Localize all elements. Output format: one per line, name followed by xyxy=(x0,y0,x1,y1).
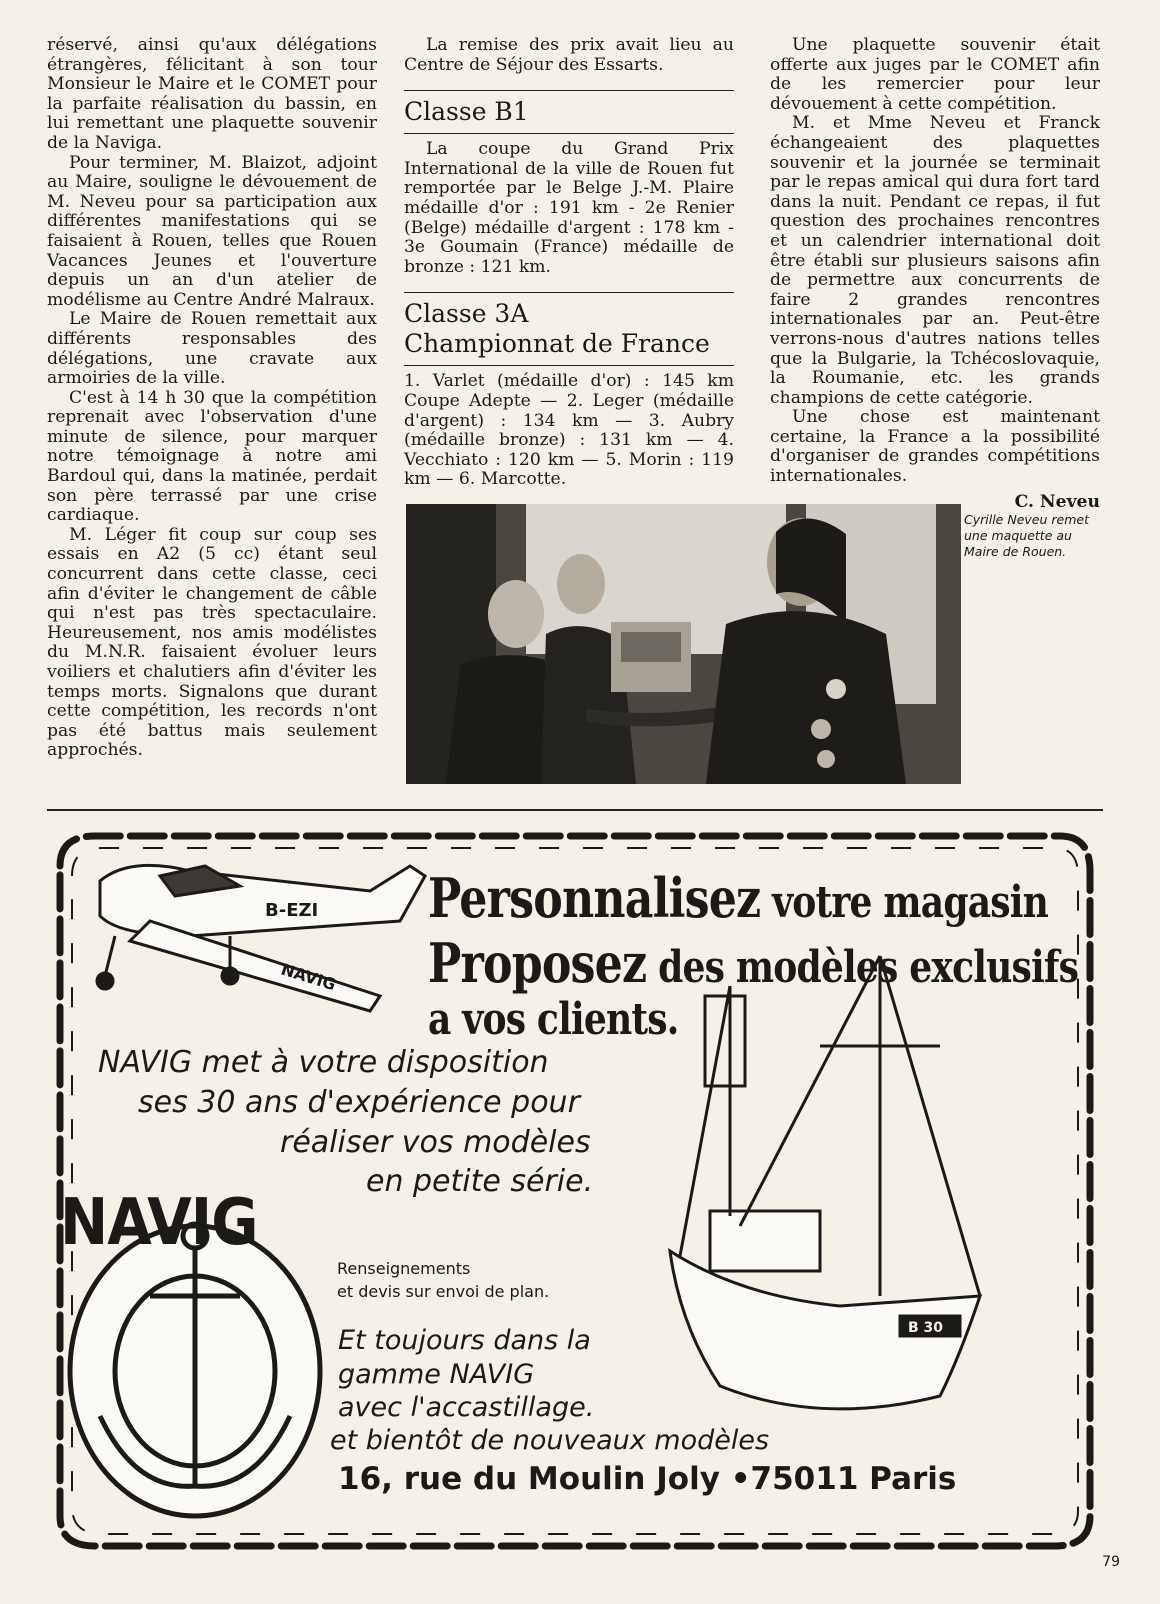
anchor-lifebuoy-icon xyxy=(70,1224,320,1516)
boat-registration: B 30 xyxy=(908,1320,944,1336)
navig-logo: NAVIG xyxy=(60,1186,258,1260)
article-column-1 xyxy=(47,36,377,761)
ad-pitch-line: réaliser vos modèles xyxy=(280,1125,591,1160)
ad-address: 16, rue du Moulin Joly •75011 Paris xyxy=(338,1461,957,1497)
paragraph: Une plaquette souvenir était offerte aux juges par le COMET afin de les remercier pour leur dévouement à cette compétition. xyxy=(770,35,1100,114)
section-divider xyxy=(404,292,734,293)
headline-keyword: Proposez xyxy=(428,931,647,995)
page-divider xyxy=(47,809,1103,811)
paragraph: Le Maire de Rouen remettait aux différents responsables des délégations, une cravate aux armoiries de la ville. xyxy=(47,309,377,389)
ad-headline-1 xyxy=(428,866,1048,930)
author-signature: C. Neveu xyxy=(1014,491,1100,512)
page-number: 79 xyxy=(1102,1554,1120,1570)
paragraph: La remise des prix avait lieu au Centre de Séjour des Essarts. xyxy=(404,35,734,75)
section-divider xyxy=(404,365,734,366)
paragraph: Pour terminer, M. Blaizot, adjoint au Maire, souligne le dévouement de M. Neveu pour sa participation aux différentes manifestations qui se faisaient à Rouen, telles que Rouen Vacances Jeunes et l'ouverture depuis un an d'un atelier de modélisme au Centre André Malraux. xyxy=(47,152,377,310)
paragraph: 1. Varlet (médaille d'or) : 145 km Coupe Adepte — 2. Leger (médaille d'argent) : 134 km — 3. Aubry (médaille bronze) : 131 km — 4. Vecchiato : 120 km — 5. Morin : 119 km — 6. Marcotte. xyxy=(404,371,734,490)
paragraph: M. et Mme Neveu et Franck échangeaient des plaquettes souvenir et la journée se terminait par le repas amical qui dura fort tard dans la nuit. Pendant ce repas, il fut question des prochaines rencontres et un calendrier international doit être établi sur plusieurs saisons afin de permettre aux concurrents de faire 2 grandes rencontres internationales par an. Peut-être verrons-nous d'autres nations telles que la Bulgarie, la Tchécoslovaquie, la Roumanie, etc. les grands champions de cette catégorie. xyxy=(770,113,1100,408)
ceremony-photo xyxy=(406,504,961,784)
article-column-3 xyxy=(770,36,1100,512)
ad-pitch-line: en petite série. xyxy=(366,1164,594,1199)
headline-rest: votre magasin xyxy=(760,877,1049,928)
section-divider xyxy=(404,90,734,91)
article-column-2 xyxy=(404,36,734,490)
ad-range-line: avec l'accastillage. xyxy=(338,1392,595,1423)
photo-illustration xyxy=(406,504,961,784)
section-divider xyxy=(404,133,734,134)
photo-caption: Cyrille Neveu remet une maquette au Maire de Rouen. xyxy=(964,512,1089,559)
plane-registration: B-EZI xyxy=(265,900,319,921)
ad-range-line: Et toujours dans la xyxy=(338,1325,591,1356)
ad-headline-3: a vos clients. xyxy=(428,994,679,1045)
fishing-boat-icon xyxy=(670,956,980,1409)
section-title-b1: Classe B1 xyxy=(404,97,529,127)
ad-range-line: et bientôt de nouveaux modèles xyxy=(330,1425,770,1456)
headline-rest: des modèles exclusifs xyxy=(646,942,1079,993)
ad-pitch-line: ses 30 ans d'expérience pour xyxy=(138,1085,580,1120)
section-subtitle-3a: Championnat de France xyxy=(404,329,710,359)
airplane-icon xyxy=(97,865,425,1011)
paragraph: Une chose est maintenant certaine, la France a la possibilité d'organiser de grandes compétitions internationales. xyxy=(770,407,1100,487)
section-title-3a: Classe 3A xyxy=(404,299,529,329)
plane-wing-label: NAVIG xyxy=(278,959,339,995)
ad-info-line: Renseignements xyxy=(337,1259,471,1278)
headline-keyword: Personnalisez xyxy=(428,866,761,930)
ad-info-line: et devis sur envoi de plan. xyxy=(337,1282,550,1301)
ad-range-line: gamme NAVIG xyxy=(338,1359,535,1390)
ad-pitch-line: NAVIG met à votre disposition xyxy=(98,1045,549,1080)
paragraph: réservé, ainsi qu'aux délégations étrangères, félicitant à son tour Monsieur le Maire et le COMET pour la parfaite réalisation du bassin, en lui remettant une plaquette souvenir de la Naviga. xyxy=(47,35,377,153)
ad-headline-2 xyxy=(428,931,1078,995)
navig-advertisement xyxy=(40,826,1110,1566)
paragraph: C'est à 14 h 30 que la compétition reprenait avec l'observation d'une minute de silence, pour marquer notre témoignage à notre ami Bardoul qui, dans la matinée, perdait son père terrassé par une crise cardiaque. xyxy=(47,387,377,526)
paragraph: M. Léger fit coup sur coup ses essais en A2 (5 cc) étant seul concurrent dans cette classe, ceci afin d'éviter le changement de câble qui n'est pas très spectaculaire. Heureusement, nos amis modélistes du M.N.R. faisaient évoluer leurs voiliers et chalutiers afin d'éviter les temps morts. Signalons que durant cette compétition, les records n'ont pas été battus mais seulement approchés. xyxy=(47,524,377,761)
paragraph: La coupe du Grand Prix International de la ville de Rouen fut remportée par le Belge J.-M. Plaire médaille d'or : 191 km - 2e Renier (Belge) médaille d'argent : 178 km - 3e Goumain (France) médaille de bronze : 121 km. xyxy=(404,139,734,277)
